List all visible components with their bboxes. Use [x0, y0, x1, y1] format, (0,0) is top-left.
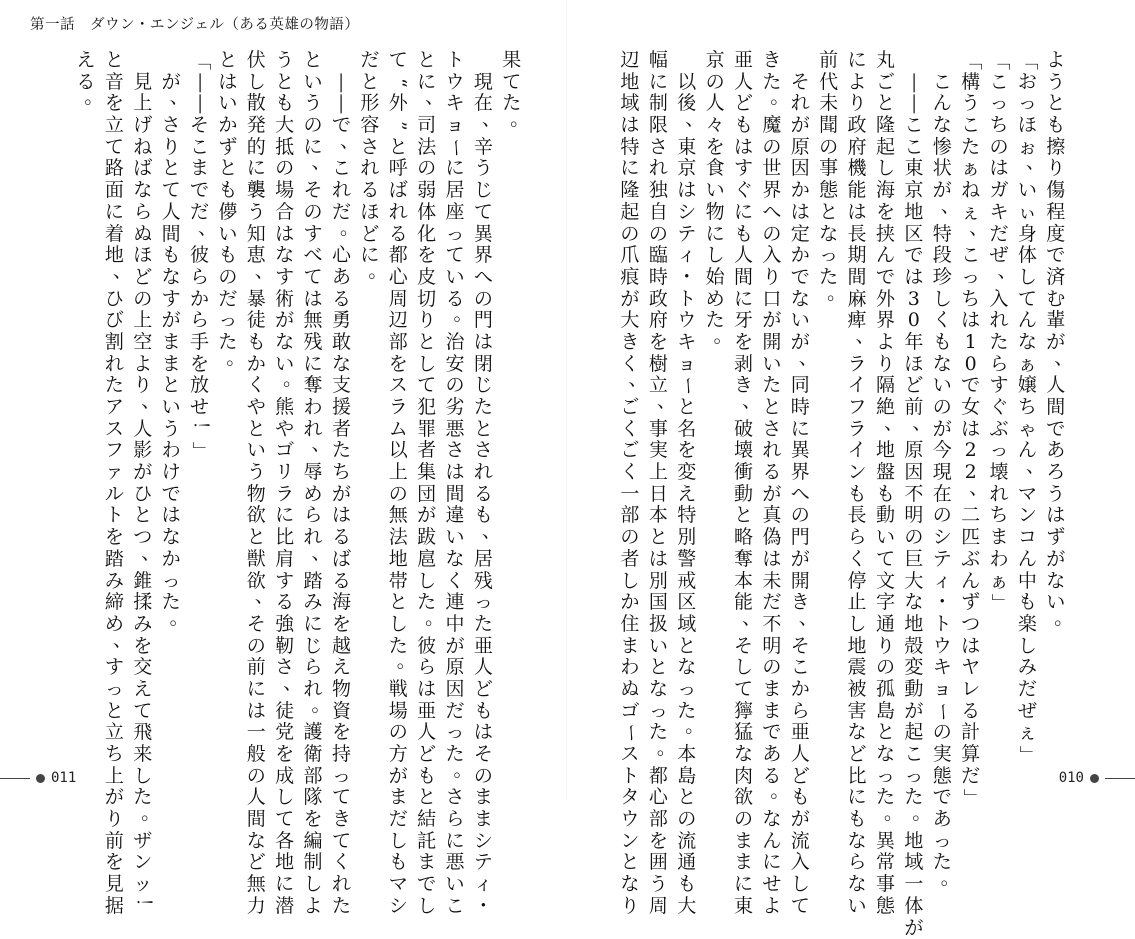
text-line: が 、 さ り と て 人 間 も な す が ま ま と い う わ け で は な か っ た 。: [161, 70, 189, 629]
text-line: と い う の に 、 そ の す べ て は 無 残 に 奪 わ れ 、 辱 め ら れ 、 踏 み に じ ら れ 。 護 衛 部 隊 を 編 制 し よ: [303, 49, 331, 917]
text-line: 丸 ご と 隆 起 し 海 を 挟 ん で 外 界 よ り 隔 絶 、 地 盤 も 動 い て 文 字 通 り の 孤 島 と な っ た 。 異 常 事 態: [875, 49, 903, 917]
folio-number-left: 011: [51, 770, 77, 786]
text-line: 辺 地 域 は 特 に 隆 起 の 爪 痕 が 大 き く 、 ご く ご く 一 部 の 者 し か 住 ま わ ぬ ゴ ー ス ト タ ウ ン と な り: [619, 49, 648, 917]
text-line: う と も 大 抵 の 場 合 は な す 術 が な い 。 熊 や ゴ リ ラ に 比 肩 す る 強 靭 さ 、 徒 党 を 成 し て 各 地 に 潜: [275, 49, 303, 917]
text-line: て “ 外 ” と 呼 ば れ る 都 心 周 辺 部 を ス ラ ム 以 上 の 無 法 地 帯 と し た 。 戦 場 の 方 が ま だ し も マ シ: [388, 49, 416, 917]
text-line: 伏 し 散 発 的 に 襲 う 知 恵 、 暴 徒 も か く や と い う 物 欲 と 獣 欲 、 そ の 前 に は 一 般 の 人 間 な ど 無 力: [246, 49, 274, 917]
text-line: 「 構 う こ た ぁ ね ぇ 、 こ っ ち は 1 0 で 女 は 2 2 、 二 匹 ぶ ん ず つ は ヤ レ る 計 算 だ 」: [960, 51, 989, 808]
left-folio: [0, 770, 76, 786]
text-line: だ と 形 容 さ れ る ほ ど に 。: [360, 49, 388, 282]
text-line: 「 ― ― そ こ ま で だ 、 彼 ら か ら 手 を 放 せ ！ 」: [189, 51, 217, 461]
running-head: 第一話 ダウン・エンジェル（ある英雄の物語）: [30, 17, 360, 33]
text-line: ― ― こ こ 東 京 地 区 で は 3 0 年 ほ ど 前 、 原 因 不 明 の 巨 大 な 地 殻 変 動 が 起 こ っ た 。 地 域 一 体 が: [903, 73, 932, 939]
text-line: そ れ が 原 因 か は 定 か で な い が 、 同 時 に 異 界 へ の 門 が 開 き 、 そ こ か ら 亜 人 ど も が 流 入 し て: [790, 70, 818, 917]
text-line: に よ り 政 府 機 能 は 長 期 間 麻 痺 、 ラ イ フ ラ イ ン も 長 ら く 停 止 し 地 震 被 害 な ど 比 に も な ら な い: [847, 49, 875, 917]
text-line: ト ウ キ ョ ー に 居 座 っ て い る 。 治 安 の 劣 悪 さ は 間 違 い な く 連 中 が 原 因 だ っ た 。 さ ら に 悪 い こ: [444, 49, 473, 917]
text-line: 京 の 人 々 を 食 い 物 に し 始 め た 。: [705, 49, 733, 347]
text-line: 果 て た 。: [502, 49, 530, 131]
text-line: 「 こ っ ち の は ガ キ だ ぜ 、 入 れ た ら す ぐ ぶ っ 壊 れ ち ま わ ぁ 」: [988, 51, 1017, 613]
text-line: え る 。: [76, 49, 104, 109]
folio-number-right: 010: [1058, 770, 1084, 786]
folio-rule: [1105, 778, 1135, 779]
text-line: 以 後 、 東 京 は シ テ ィ ・ ト ウ キ ョ ー と 名 を 変 え 特 別 警 戒 区 域 と な っ た 。 本 島 と の 流 通 も 大: [676, 70, 705, 917]
right-folio: [1059, 770, 1135, 786]
text-line: 亜 人 ど も は す ぐ に も 人 間 に 牙 を 剥 き 、 破 壊 衝 動 と 略 奪 本 能 、 そ し て 獰 猛 な 肉 欲 の ま ま に 東: [733, 49, 761, 917]
text-line: き た 。 魔 の 世 界 へ の 入 り 口 が 開 い た と さ れ る が 真 偽 は 未 だ 不 明 の ま ま で あ る 。 な ん に せ よ: [762, 49, 790, 917]
text-line: 「 お っ ほ ぉ 、 い ぃ 身 体 し て ん な ぁ 嬢 ち ゃ ん 、 マ ン コ ん 中 も 楽 し み だ ぜ ぇ 」: [1017, 51, 1045, 765]
text-line: と は い か ず と も 儚 い も の だ っ た 。: [218, 49, 246, 369]
folio-rule: [0, 778, 30, 779]
text-line: 前 代 未 聞 の 事 態 と な っ た 。: [819, 49, 847, 304]
text-line: 見 上 げ ね ば な ら ぬ ほ ど の 上 空 よ り 、 人 影 が ひ と つ 、 錐 揉 み を 交 え て 飛 来 し た 。 ザ ン ッ ！: [132, 70, 161, 917]
text-line: 幅 に 制 限 さ れ 独 自 の 臨 時 政 府 を 樹 立 、 事 実 上 日 本 と は 別 国 扱 い と な っ た 。 都 心 部 を 囲 う 周: [648, 49, 676, 917]
gutter: [566, 0, 567, 800]
folio-dot: [36, 774, 45, 783]
folio-dot: [1090, 774, 1099, 783]
text-line: 現 在 、 辛 う じ て 異 界 へ の 門 は 閉 じ た と さ れ る も 、 居 残 っ た 亜 人 ど も は そ の ま ま シ テ ィ ・: [473, 70, 501, 917]
text-line: と 音 を 立 て 路 面 に 着 地 、 ひ び 割 れ た ア ス フ ァ ル ト を 踏 み 締 め 、 す っ と 立 ち 上 が り 前 を 見 据: [104, 49, 132, 917]
text-line: こ ん な 惨 状 が 、 特 段 珍 し く も な い の が 今 現 在 の シ テ ィ ・ ト ウ キ ョ ー の 実 態 で あ っ た 。: [932, 70, 960, 890]
text-line: ― ― で 、 こ れ だ 。 心 あ る 勇 敢 な 支 援 者 た ち が は る ば る 海 を 越 え 物 資 を 持 っ て き て く れ た: [331, 73, 359, 917]
text-line: よ う と も 擦 り 傷 程 度 で 済 む 輩 が 、 人 間 で あ ろ う は ず が な い 。: [1046, 49, 1074, 629]
text-line: と に 、 司 法 の 弱 体 化 を 皮 切 り と し て 犯 罪 者 集 団 が 跋 扈 し た 。 彼 ら は 亜 人 ど も と 結 託 ま で し: [417, 49, 445, 917]
